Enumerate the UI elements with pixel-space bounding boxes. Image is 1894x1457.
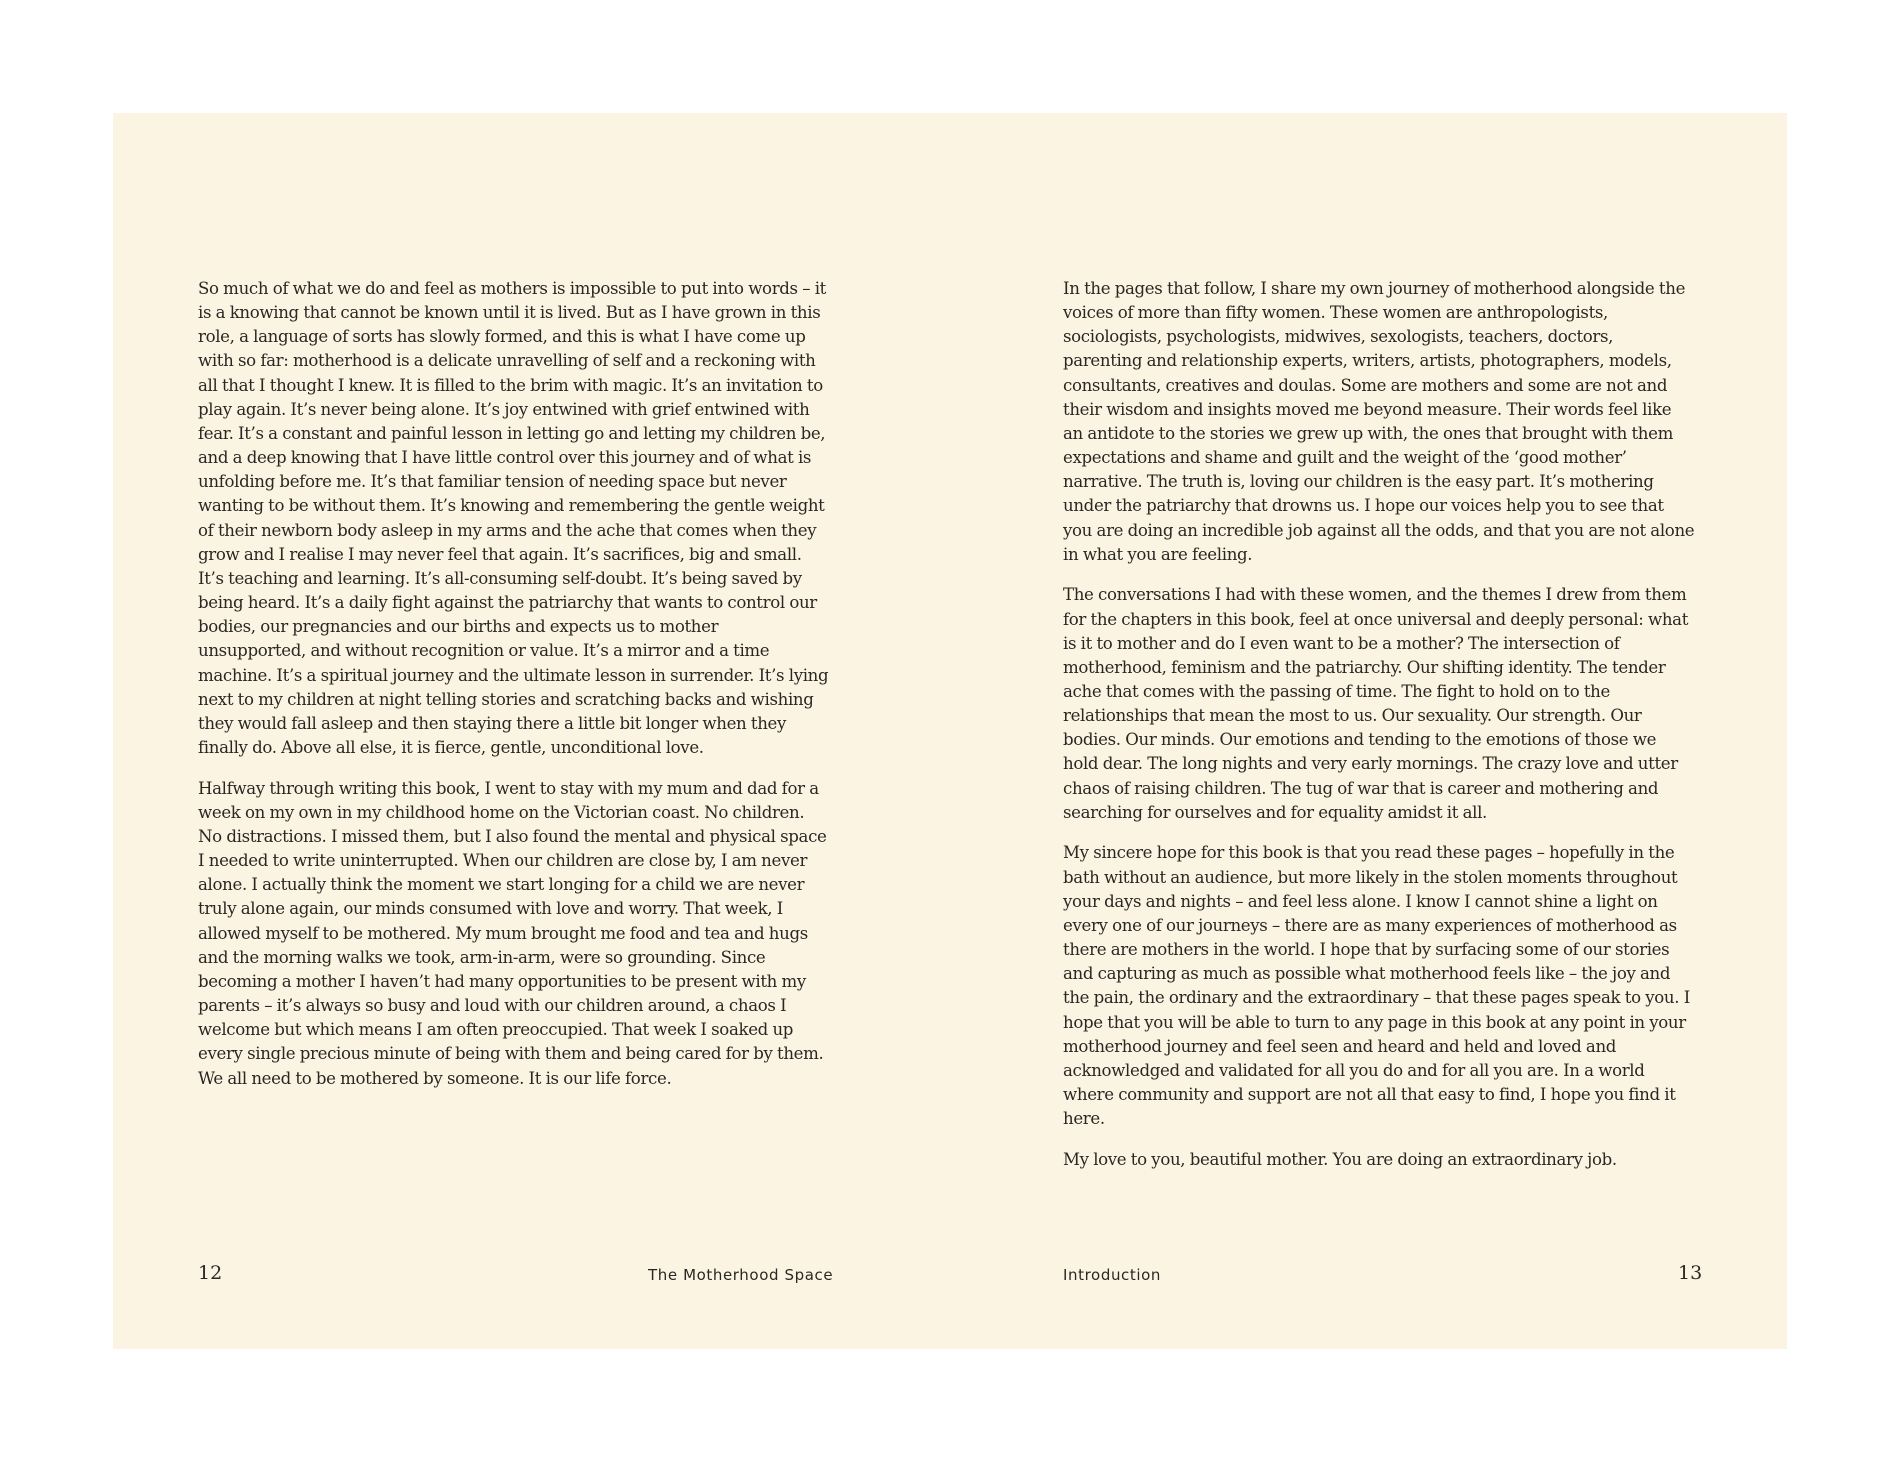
right-running-head: Introduction bbox=[1063, 1266, 1162, 1284]
left-page-number: 12 bbox=[198, 1262, 223, 1284]
left-page-body bbox=[198, 277, 830, 1107]
right-paragraph-2: The conversations I had with these women, and the themes I drew from them for the chapters in this book, feel at once universal and deeply personal: what is it to mother and do I even want to be a mother? The intersection of motherhood, feminism and the patriarchy. Our shifting identity. The tender ache that comes with the passing of time. The fight to hold on to the relationships that mean the most to us. Our sexuality. Our strength. Our bodies. Our minds. Our emotions and tending to the emotions of those we hold dear. The long nights and very early mornings. The crazy love and utter chaos of raising children. The tug of war that is career and mothering and searching for ourselves and for equality amidst it all. bbox=[1063, 585, 1689, 822]
right-page-body bbox=[1063, 277, 1695, 1188]
right-page-number: 13 bbox=[1678, 1262, 1703, 1284]
right-paragraph-3: My sincere hope for this book is that you read these pages – hopefully in the bath without an audience, but more likely in the stolen moments throughout your days and nights – and feel less alone. I know I cannot shine a light on every one of our journeys – there are as many experiences of motherhood as there are mothers in the world. I hope that by surfacing some of our stories and capturing as much as possible what motherhood feels like – the joy and the pain, the ordinary and the extraordinary – that these pages speak to you. I hope that you will be able to turn to any page in this book at any point in your motherhood journey and feel seen and heard and held and loved and acknowledged and validated for all you do and for all you are. In a world where community and support are not all that easy to find, I hope you find it here. bbox=[1063, 843, 1690, 1129]
left-paragraph-2: Halfway through writing this book, I went to stay with my mum and dad for a week on my own in my childhood home on the Victorian coast. No children. No distractions. I missed them, but I also found the mental and physical space I needed to write uninterrupted. When our children are close by, I am never alone. I actually think the moment we start longing for a child we are never truly alone again, our minds consumed with love and worry. That week, I allowed myself to be mothered. My mum brought me food and tea and hugs and the morning walks we took, arm-in-arm, were so grounding. Since becoming a mother I haven’t had many opportunities to be present with my parents – it’s always so busy and loud with our children around, a chaos I welcome but which means I am often preoccupied. That week I soaked up every single precious minute of being with them and being cared for by them. We all need to be mothered by someone. It is our life force. bbox=[198, 778, 827, 1088]
left-running-head: The Motherhood Space bbox=[648, 1266, 834, 1284]
right-paragraph-1: In the pages that follow, I share my own journey of motherhood alongside the voices of more than fifty women. These women are anthropologists, sociologists, psychologists, midwives, sexologists, teachers, doctors, parenting and relationship experts, writers, artists, photographers, models, consultants, creatives and doulas. Some are mothers and some are not and their wisdom and insights moved me beyond measure. Their words feel like an antidote to the stories we grew up with, the ones that brought with them expectations and shame and guilt and the weight of the ‘good mother’ narrative. The truth is, loving our children is the easy part. It’s mothering under the patriarchy that drowns us. I hope our voices help you to see that you are doing an incredible job against all the odds, and that you are not alone in what you are feeling. bbox=[1063, 279, 1695, 564]
right-paragraph-4: My love to you, beautiful mother. You are doing an extraordinary job. bbox=[1063, 1149, 1617, 1169]
left-paragraph-1: So much of what we do and feel as mothers is impossible to put into words – it is a knowing that cannot be known until it is lived. But as I have grown in this role, a language of sorts has slowly formed, and this is what I have come up with so far: motherhood is a delicate unravelling of self and a reckoning with all that I thought I knew. It is filled to the brim with magic. It’s an invitation to play again. It’s never being alone. It’s joy entwined with grief entwined with fear. It’s a constant and painful lesson in letting go and letting my children be, and a deep knowing that I have little control over this journey and of what is unfolding before me. It’s that familiar tension of needing space but never wanting to be without them. It’s knowing and remembering the gentle weight of their newborn body asleep in my arms and the ache that comes when they grow and I realise I may never feel that again. It’s sacrifices, big and small. It’s teaching and learning. It’s all-consuming self-doubt. It’s being saved by being heard. It’s a daily fight against the patriarchy that wants to control our bodies, our pregnancies and our births and expects us to mother unsupported, and without recognition or value. It’s a mirror and a time machine. It’s a spiritual journey and the ultimate lesson in surrender. It’s lying next to my children at night telling stories and scratching backs and wishing they would fall asleep and then staying there a little bit longer when they finally do. Above all else, it is fierce, gentle, unconditional love. bbox=[198, 279, 829, 757]
